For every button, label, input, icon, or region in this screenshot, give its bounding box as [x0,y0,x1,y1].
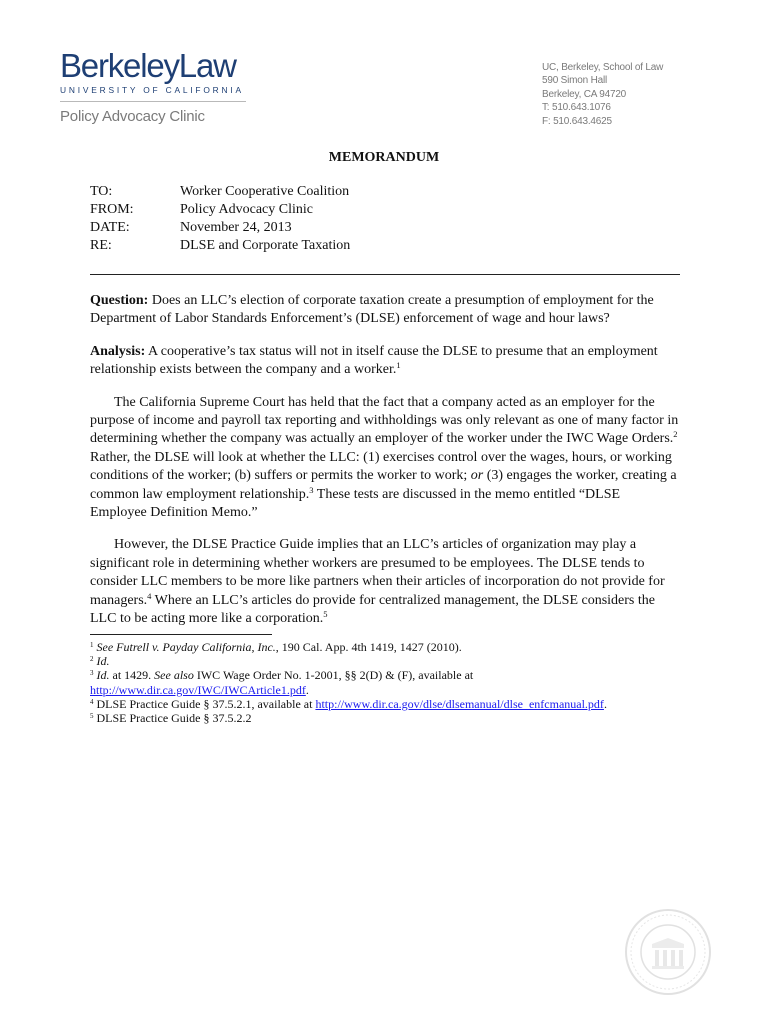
footnote-text: DLSE Practice Guide § 37.5.2.2 [96,711,252,726]
dlse-manual-link[interactable]: http://www.dir.ca.gov/dlse/dlsemanual/dlse_enfcmanual.pdf [315,696,604,711]
header-divider [90,274,680,275]
footnote-4 [90,697,690,711]
footnote-signal: See [96,640,114,654]
footnotes [90,640,690,725]
footnote-text: IWC Wage Order No. 1-2001, §§ 2(D) & (F), available at [193,668,474,683]
analysis-paragraph [90,343,680,380]
question-paragraph [90,292,680,329]
iwc-article-link[interactable]: http://www.dir.ca.gov/IWC/IWCArticle1.pdf [90,682,306,697]
re-label: RE: [90,238,112,253]
question-label: Question: [90,293,149,308]
from-value: Policy Advocacy Clinic [180,202,313,217]
body-paragraph-1 [90,394,680,523]
address-line: Berkeley, CA 94720 [542,88,627,100]
footnote-divider [90,634,272,635]
footnote-3 [90,668,690,682]
berkeley-law-logo [60,48,250,125]
footnote-ref: 3 [309,484,314,495]
memo-from-row [90,201,350,219]
para1-text-b: Rather, the DLSE will look at whether the LLC: (1) exercises control over the wages, hours, or working conditions of the worker; (b) suffers or permits the worker to work; [90,449,672,484]
analysis-text: A cooperative’s tax status will not in itself cause the DLSE to presume that an employment relationship exists between the company and a worker. [90,343,658,378]
analysis-label: Analysis: [90,343,146,359]
footnote-text: at 1429. [109,668,155,683]
footnote-5 [90,711,690,725]
memo-body [90,292,680,643]
address-line: UC, Berkeley, School of Law [542,62,664,73]
para2-text-b: Where an LLC’s articles do provide for centralized management, the DLSE considers the LLC to be acting more like a corporation. [90,592,655,627]
footnote-signal: See also [154,668,194,683]
university-seal-icon [624,908,712,996]
address-phone: T: 510.643.1076 [542,102,611,114]
footnote-ref: 2 [673,429,678,440]
footnote-number: 4 [90,697,94,706]
footnote-id: Id. [96,654,110,669]
to-label: TO: [90,184,113,199]
para1-text-c: (3) engages the worker, creating a common law employment relationship. [90,468,677,502]
letterhead-address [542,61,663,128]
footnote-cite: , 190 Cal. App. 4th 1419, 1427 (2010). [275,640,462,654]
logo-divider [60,101,246,102]
footnote-end: . [305,682,309,697]
memo-to-row [90,183,350,201]
footnote-3-continued [90,683,690,697]
memo-date-row [90,219,350,237]
footnote-end: . [603,696,607,711]
footnote-2 [90,654,690,668]
memo-re-row [90,237,350,255]
footnote-1 [90,640,690,654]
footnote-number: 1 [90,641,94,649]
memo-title: MEMORANDUM [328,150,440,165]
memo-header [90,183,350,255]
body-paragraph-2 [90,536,680,628]
footnote-ref: 1 [396,360,401,371]
logo-wordmark: BerkeleyLaw [60,47,236,84]
footnote-text: DLSE Practice Guide § 37.5.2.1, available at [96,696,316,711]
question-text: Does an LLC’s election of corporate taxation create a presumption of employment for the Department of Labor Standards Enforcement’s (DLSE) enforcement of wage and hour laws? [90,293,654,327]
footnote-number: 3 [90,669,94,678]
logo-subtitle: UNIVERSITY OF CALIFORNIA [60,85,244,95]
re-value: DLSE and Corporate Taxation [180,238,351,253]
footnote-number: 5 [90,712,94,721]
footnote-id: Id. [96,668,110,683]
date-label: DATE: [90,220,130,235]
footnote-ref: 4 [147,590,152,601]
from-label: FROM: [90,202,134,217]
para1-or: or [470,468,484,484]
footnote-number: 2 [90,655,94,664]
para2-text-a: However, the DLSE Practice Guide implies that an LLC’s articles of organization may play a significant role in determining whether workers are presumed to be employees. The DLSE tends to consider LLC members to be more like partners when their articles of incorporation do not provide for managers. [90,537,665,608]
clinic-name: Policy Advocacy Clinic [60,108,205,125]
para1-text-d: These tests are discussed in the memo entitled “DLSE Employee Definition Memo.” [90,486,621,521]
address-fax: F: 510.643.4625 [542,115,612,127]
footnote-case: Futrell v. Payday California, Inc. [116,640,276,654]
address-line: 590 Simon Hall [542,75,608,87]
para1-text-a: The California Supreme Court has held that the fact that a company acted as an employer for the purpose of income and payroll tax reporting and withholdings was only relevant as one of many factor in determining whether the company was actually an employer of the worker under the IWC Wage Orders. [90,394,679,447]
to-value: Worker Cooperative Coalition [180,184,350,199]
footnote-ref: 5 [323,609,328,620]
date-value: November 24, 2013 [180,220,292,235]
